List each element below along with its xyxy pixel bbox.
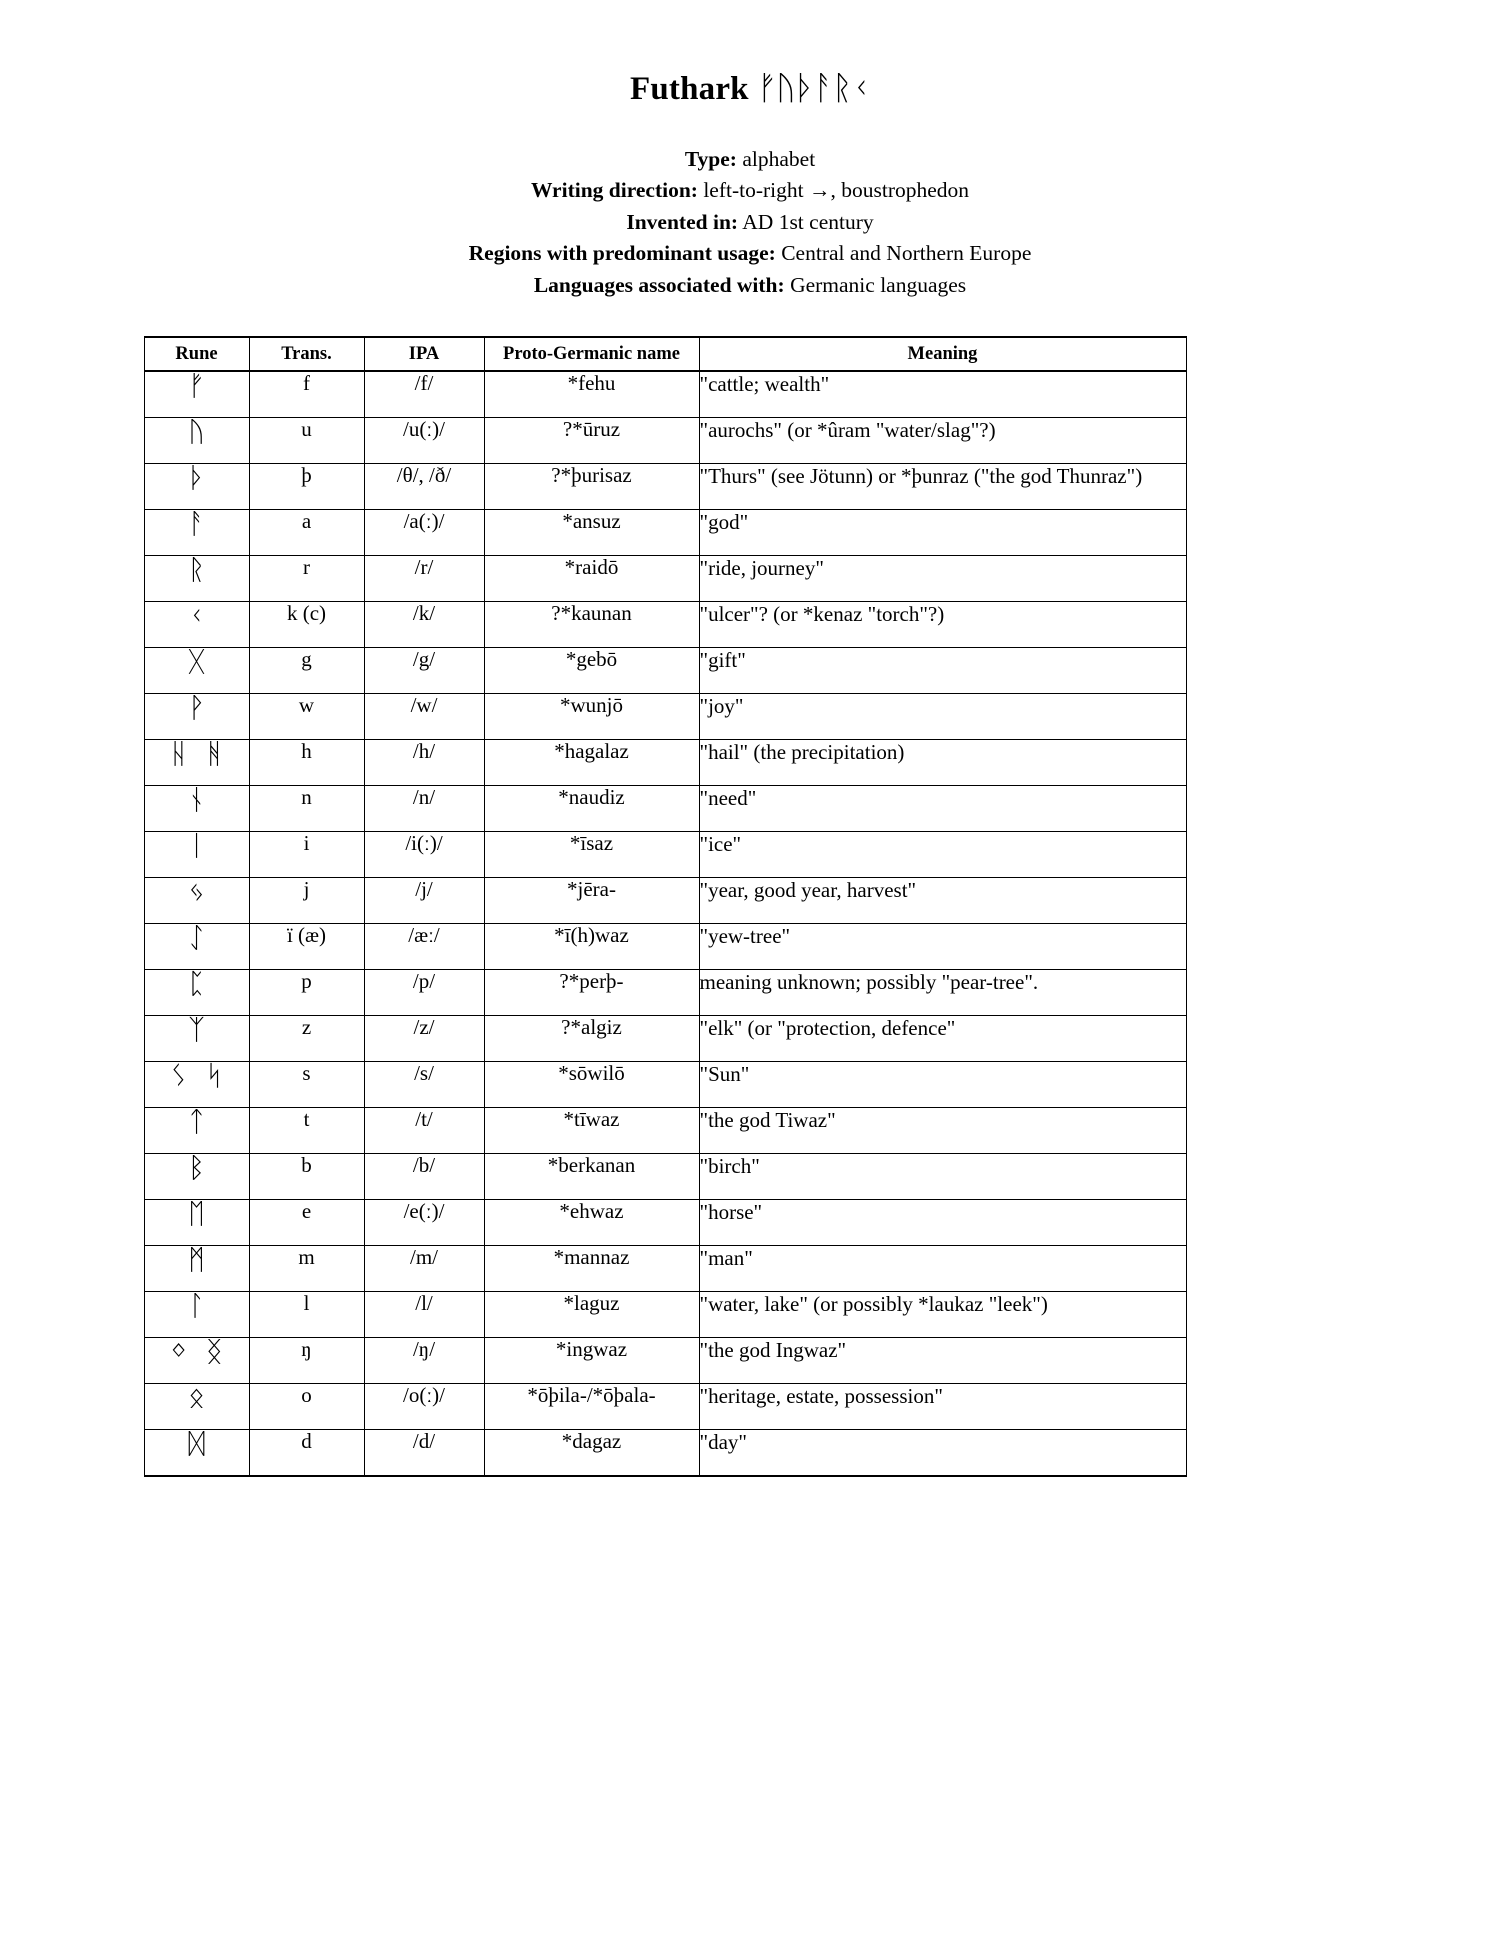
meaning-cell: "ice" <box>699 831 1186 877</box>
ipa-cell: /j/ <box>364 877 484 923</box>
name-cell: ?*perþ- <box>484 969 699 1015</box>
meaning-cell: "day" <box>699 1429 1186 1476</box>
meaning-cell: "yew-tree" <box>699 923 1186 969</box>
trans-cell: b <box>249 1153 364 1199</box>
name-cell: *sōwilō <box>484 1061 699 1107</box>
trans-cell: k (c) <box>249 601 364 647</box>
metadata-block <box>143 144 1358 302</box>
metadata-value: AD 1st century <box>742 209 874 234</box>
ipa-cell: /s/ <box>364 1061 484 1107</box>
trans-cell: z <box>249 1015 364 1061</box>
ipa-cell: /f/ <box>364 371 484 418</box>
metadata-label: Regions with predominant usage: <box>468 241 776 266</box>
meaning-cell: "water, lake" (or possibly *laukaz "leek") <box>699 1291 1186 1337</box>
meaning-cell: "ulcer"? (or *kenaz "torch"?) <box>699 601 1186 647</box>
table-row <box>144 463 1186 509</box>
column-header-trans: Trans. <box>249 337 364 371</box>
metadata-value: left-to-right →, boustrophedon <box>703 178 970 203</box>
meaning-cell: "the god Ingwaz" <box>699 1337 1186 1383</box>
table-row <box>144 1429 1186 1476</box>
name-cell: *jēra- <box>484 877 699 923</box>
ipa-cell: /r/ <box>364 555 484 601</box>
trans-cell: i <box>249 831 364 877</box>
name-cell: *fehu <box>484 371 699 418</box>
table-row <box>144 417 1186 463</box>
page-title-text: Futhark <box>629 71 749 107</box>
ipa-cell: /m/ <box>364 1245 484 1291</box>
rune-cell: ᛜ ᛝ <box>144 1337 249 1383</box>
rune-cell: ᚷ <box>144 647 249 693</box>
name-cell: *berkanan <box>484 1153 699 1199</box>
name-cell: ?*ūruz <box>484 417 699 463</box>
meaning-cell: "cattle; wealth" <box>699 371 1186 418</box>
ipa-cell: /t/ <box>364 1107 484 1153</box>
trans-cell: ŋ <box>249 1337 364 1383</box>
table-row <box>144 371 1186 418</box>
trans-cell: o <box>249 1383 364 1429</box>
rune-cell: ᚢ <box>144 417 249 463</box>
column-header-name: Proto-Germanic name <box>484 337 699 371</box>
rune-cell: ᛇ <box>144 923 249 969</box>
metadata-label: Languages associated with: <box>533 272 785 297</box>
table-row <box>144 555 1186 601</box>
rune-cell: ᚲ <box>144 601 249 647</box>
meaning-cell: "gift" <box>699 647 1186 693</box>
ipa-cell: /z/ <box>364 1015 484 1061</box>
metadata-label: Type: <box>684 146 737 171</box>
rune-cell: ᛒ <box>144 1153 249 1199</box>
trans-cell: u <box>249 417 364 463</box>
rune-cell: ᛞ <box>144 1429 249 1476</box>
ipa-cell: /w/ <box>364 693 484 739</box>
rune-table <box>144 336 1187 1477</box>
trans-cell: j <box>249 877 364 923</box>
table-row <box>144 923 1186 969</box>
meaning-cell: "elk" (or "protection, defence" <box>699 1015 1186 1061</box>
trans-cell: r <box>249 555 364 601</box>
ipa-cell: /h/ <box>364 739 484 785</box>
rune-cell: ᚾ <box>144 785 249 831</box>
name-cell: *ī(h)waz <box>484 923 699 969</box>
rune-cell: ᛟ <box>144 1383 249 1429</box>
trans-cell: f <box>249 371 364 418</box>
table-row <box>144 1015 1186 1061</box>
meaning-cell: meaning unknown; possibly "pear-tree". <box>699 969 1186 1015</box>
ipa-cell: /θ/, /ð/ <box>364 463 484 509</box>
rune-cell: ᛚ <box>144 1291 249 1337</box>
column-header-ipa: IPA <box>364 337 484 371</box>
metadata-row <box>143 207 1358 239</box>
table-row <box>144 831 1186 877</box>
meaning-cell: "Sun" <box>699 1061 1186 1107</box>
rune-cell: ᛖ <box>144 1199 249 1245</box>
trans-cell: d <box>249 1429 364 1476</box>
meaning-cell: "need" <box>699 785 1186 831</box>
meaning-cell: "birch" <box>699 1153 1186 1199</box>
table-row <box>144 1153 1186 1199</box>
rune-cell: ᚹ <box>144 693 249 739</box>
trans-cell: a <box>249 509 364 555</box>
table-row <box>144 1383 1186 1429</box>
name-cell: *ehwaz <box>484 1199 699 1245</box>
table-row <box>144 647 1186 693</box>
ipa-cell: /a(ː)/ <box>364 509 484 555</box>
ipa-cell: /g/ <box>364 647 484 693</box>
metadata-label: Writing direction: <box>530 178 698 203</box>
ipa-cell: /u(ː)/ <box>364 417 484 463</box>
rune-cell: ᚺ ᚻ <box>144 739 249 785</box>
rune-cell: ᛊ ᛋ <box>144 1061 249 1107</box>
name-cell: *ansuz <box>484 509 699 555</box>
ipa-cell: /l/ <box>364 1291 484 1337</box>
trans-cell: w <box>249 693 364 739</box>
ipa-cell: /n/ <box>364 785 484 831</box>
table-row <box>144 1107 1186 1153</box>
rune-cell: ᚦ <box>144 463 249 509</box>
meaning-cell: "heritage, estate, possession" <box>699 1383 1186 1429</box>
meaning-cell: "year, good year, harvest" <box>699 877 1186 923</box>
rune-cell: ᛗ <box>144 1245 249 1291</box>
trans-cell: ï (æ) <box>249 923 364 969</box>
meaning-cell: "Thurs" (see Jötunn) or *þunraz ("the god Thunraz") <box>699 463 1186 509</box>
trans-cell: s <box>249 1061 364 1107</box>
meaning-cell: "man" <box>699 1245 1186 1291</box>
trans-cell: m <box>249 1245 364 1291</box>
ipa-cell: /e(ː)/ <box>364 1199 484 1245</box>
metadata-value: Central and Northern Europe <box>781 241 1032 266</box>
ipa-cell: /ŋ/ <box>364 1337 484 1383</box>
ipa-cell: /b/ <box>364 1153 484 1199</box>
meaning-cell: "horse" <box>699 1199 1186 1245</box>
trans-cell: p <box>249 969 364 1015</box>
ipa-cell: /p/ <box>364 969 484 1015</box>
name-cell: *tīwaz <box>484 1107 699 1153</box>
rune-cell: ᚱ <box>144 555 249 601</box>
rune-table-body <box>144 368 1186 1476</box>
metadata-label: Invented in: <box>626 209 739 234</box>
document-page <box>143 0 1358 1477</box>
name-cell: *īsaz <box>484 831 699 877</box>
column-header-meaning: Meaning <box>699 337 1186 371</box>
table-header-row <box>144 337 1186 371</box>
rune-cell: ᛏ <box>144 1107 249 1153</box>
page-title <box>143 68 1358 110</box>
trans-cell: l <box>249 1291 364 1337</box>
meaning-cell: "aurochs" (or *ûram "water/slag"?) <box>699 417 1186 463</box>
name-cell: *hagalaz <box>484 739 699 785</box>
name-cell: *dagaz <box>484 1429 699 1476</box>
trans-cell: t <box>249 1107 364 1153</box>
metadata-row <box>143 270 1358 302</box>
name-cell: *ōþila-/*ōþala- <box>484 1383 699 1429</box>
table-row <box>144 1245 1186 1291</box>
metadata-row <box>143 238 1358 270</box>
meaning-cell: "joy" <box>699 693 1186 739</box>
table-row <box>144 877 1186 923</box>
name-cell: ?*algiz <box>484 1015 699 1061</box>
rune-cell: ᛈ <box>144 969 249 1015</box>
page-title-runes: ᚠᚢᚦᚨᚱᚲ <box>757 68 871 107</box>
name-cell: *gebō <box>484 647 699 693</box>
table-row <box>144 1337 1186 1383</box>
meaning-cell: "god" <box>699 509 1186 555</box>
table-row <box>144 1061 1186 1107</box>
table-row <box>144 1199 1186 1245</box>
table-row <box>144 693 1186 739</box>
table-row <box>144 969 1186 1015</box>
meaning-cell: "the god Tiwaz" <box>699 1107 1186 1153</box>
metadata-row <box>143 175 1358 207</box>
table-row <box>144 601 1186 647</box>
trans-cell: g <box>249 647 364 693</box>
metadata-row <box>143 144 1358 176</box>
meaning-cell: "ride, journey" <box>699 555 1186 601</box>
ipa-cell: /d/ <box>364 1429 484 1476</box>
rune-cell: ᚨ <box>144 509 249 555</box>
rune-cell: ᛁ <box>144 831 249 877</box>
table-row <box>144 785 1186 831</box>
name-cell: ?*kaunan <box>484 601 699 647</box>
name-cell: *laguz <box>484 1291 699 1337</box>
meaning-cell: "hail" (the precipitation) <box>699 739 1186 785</box>
name-cell: *wunjō <box>484 693 699 739</box>
ipa-cell: /i(ː)/ <box>364 831 484 877</box>
metadata-value: alphabet <box>742 146 816 171</box>
rune-cell: ᚠ <box>144 371 249 418</box>
name-cell: *mannaz <box>484 1245 699 1291</box>
rune-cell: ᛃ <box>144 877 249 923</box>
ipa-cell: /o(ː)/ <box>364 1383 484 1429</box>
name-cell: *raidō <box>484 555 699 601</box>
table-row <box>144 1291 1186 1337</box>
name-cell: *ingwaz <box>484 1337 699 1383</box>
trans-cell: þ <box>249 463 364 509</box>
column-header-rune: Rune <box>144 337 249 371</box>
table-row <box>144 509 1186 555</box>
rune-cell: ᛉ <box>144 1015 249 1061</box>
ipa-cell: /k/ <box>364 601 484 647</box>
ipa-cell: /æː/ <box>364 923 484 969</box>
table-row <box>144 739 1186 785</box>
metadata-value: Germanic languages <box>790 272 967 297</box>
trans-cell: h <box>249 739 364 785</box>
name-cell: ?*þurisaz <box>484 463 699 509</box>
trans-cell: e <box>249 1199 364 1245</box>
trans-cell: n <box>249 785 364 831</box>
name-cell: *naudiz <box>484 785 699 831</box>
